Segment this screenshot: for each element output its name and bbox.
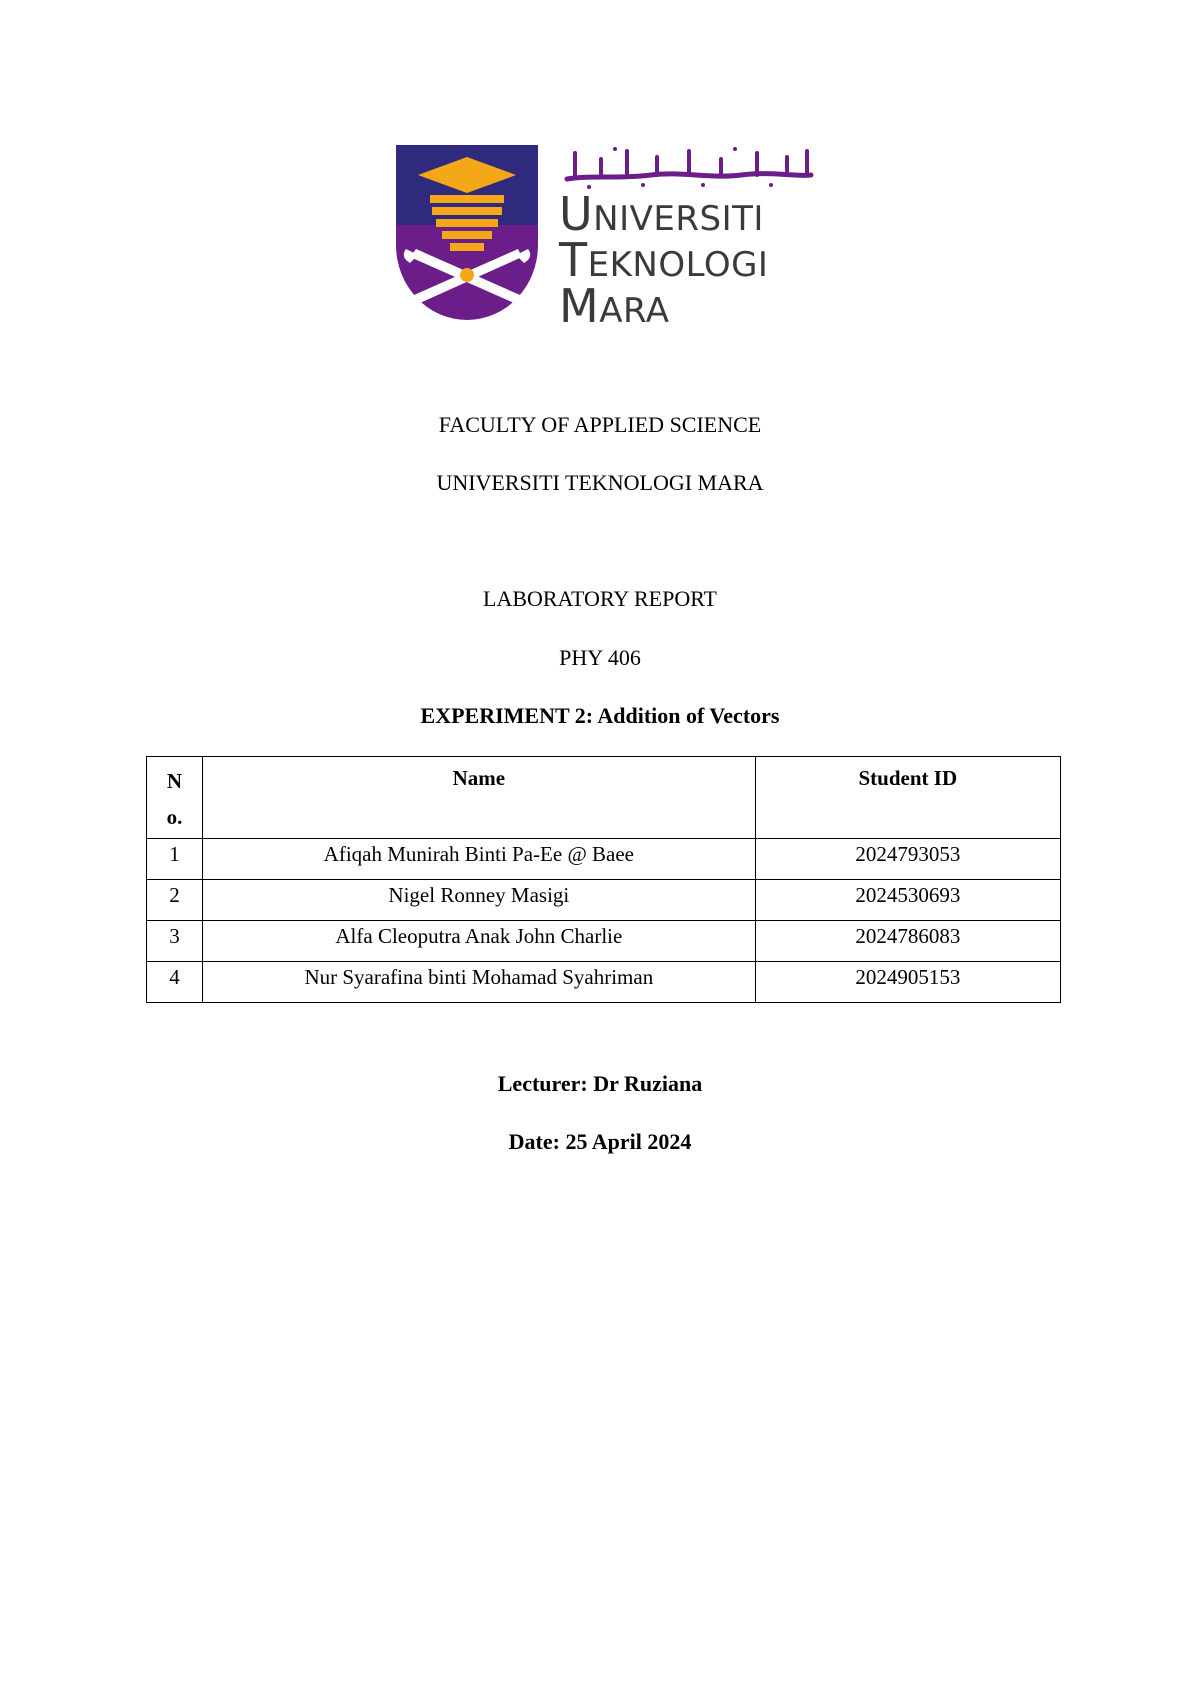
cell-student-id: 2024793053: [755, 839, 1060, 880]
course-code: PHY 406: [559, 645, 641, 670]
date-line: Date: 25 April 2024: [508, 1129, 692, 1154]
logo-word-teknologi: TEKNOLOGI: [559, 233, 769, 287]
cell-no: 4: [147, 962, 203, 1003]
header-no: No.: [147, 757, 203, 839]
table-header-row: [147, 757, 1061, 839]
cell-no: 2: [147, 880, 203, 921]
lecturer-line: Lecturer: Dr Ruziana: [497, 1071, 703, 1096]
header-student-id: Student ID: [755, 757, 1060, 839]
experiment-title: EXPERIMENT 2: Addition of Vectors: [420, 703, 780, 728]
table-row: [147, 839, 1061, 880]
uitm-emblem-icon: [396, 145, 538, 320]
table-row: [147, 962, 1061, 1003]
cell-name: Nur Syarafina binti Mohamad Syahriman: [203, 962, 756, 1003]
cell-student-id: 2024530693: [755, 880, 1060, 921]
cell-no: 1: [147, 839, 203, 880]
faculty-name: FACULTY OF APPLIED SCIENCE: [438, 412, 762, 437]
cell-student-id: 2024905153: [755, 962, 1060, 1003]
header-name: Name: [203, 757, 756, 839]
cell-student-id: 2024786083: [755, 921, 1060, 962]
cell-no: 3: [147, 921, 203, 962]
cell-name: Afiqah Munirah Binti Pa-Ee @ Baee: [203, 839, 756, 880]
logo-word-universiti: UNIVERSITI: [559, 187, 764, 241]
logo-word-mara: MARA: [559, 279, 670, 333]
uitm-logo: [396, 145, 816, 333]
group-members-table: [146, 756, 1061, 1003]
cell-name: Nigel Ronney Masigi: [203, 880, 756, 921]
cell-name: Alfa Cleoputra Anak John Charlie: [203, 921, 756, 962]
jawi-calligraphy-icon: [561, 145, 816, 189]
table-row: [147, 921, 1061, 962]
report-type: LABORATORY REPORT: [483, 586, 717, 611]
logo-jawi-text: [561, 145, 816, 189]
university-name: UNIVERSITI TEKNOLOGI MARA: [436, 470, 764, 495]
table-row: [147, 880, 1061, 921]
